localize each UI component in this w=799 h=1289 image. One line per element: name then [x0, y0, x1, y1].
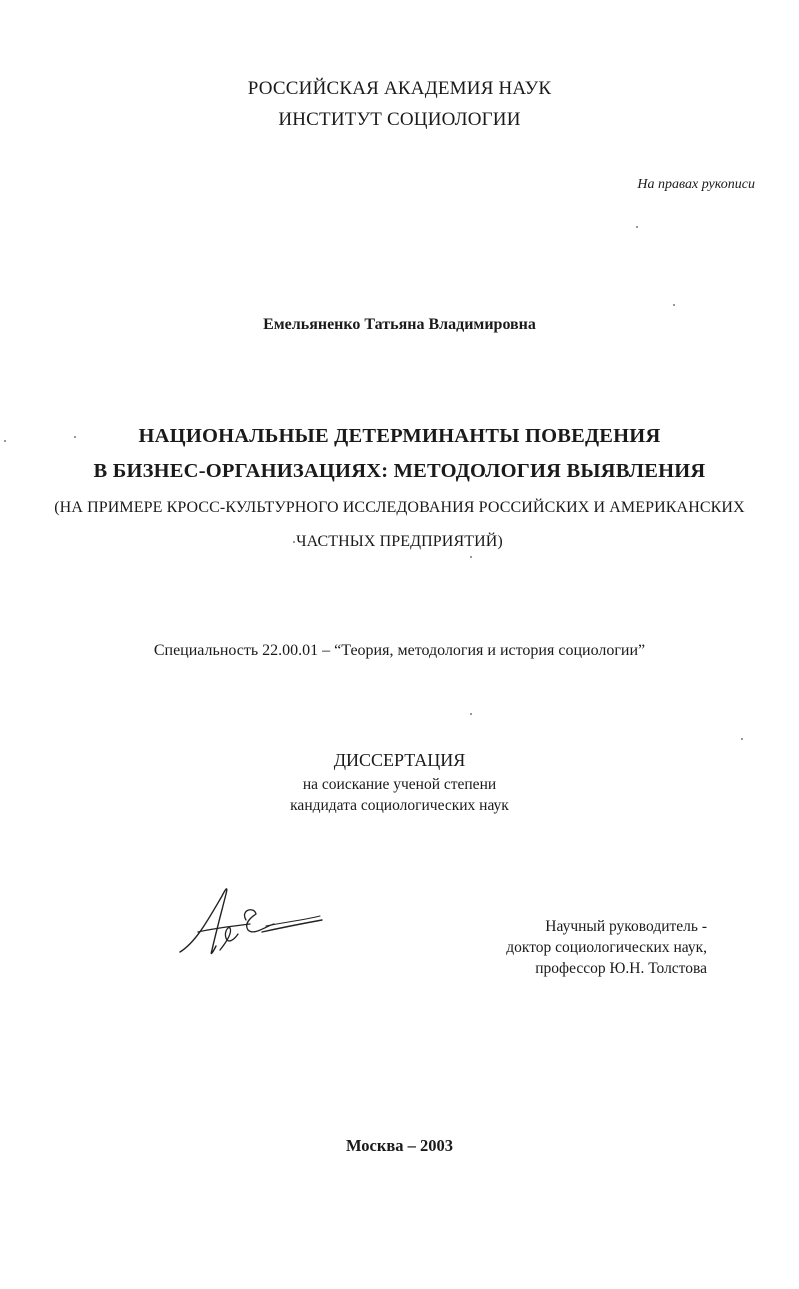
degree-line-2: кандидата социологических наук — [290, 797, 509, 814]
scan-speck — [673, 304, 675, 306]
title-line-2: В БИЗНЕС-ОРГАНИЗАЦИЯХ: МЕТОДОЛОГИЯ ВЫЯВЛЕНИЯ — [93, 460, 706, 482]
subtitle-line-1: (НА ПРИМЕРЕ КРОСС-КУЛЬТУРНОГО ИССЛЕДОВАНИЯ РОССИЙСКИХ И АМЕРИКАНСКИХ — [54, 499, 745, 516]
degree-line-1: на соискание ученой степени — [302, 776, 497, 793]
scan-speck — [636, 226, 638, 228]
scan-speck — [741, 738, 743, 740]
author-name: Емельяненко Татьяна Владимировна — [263, 316, 536, 333]
scan-speck — [470, 556, 472, 558]
advisor-line-2: доктор социологических наук, — [506, 939, 707, 956]
scan-speck — [74, 436, 76, 438]
subtitle-line-2: ЧАСТНЫХ ПРЕДПРИЯТИЙ) — [296, 533, 503, 550]
specialty-line: Специальность 22.00.01 – “Теория, методология и история социологии” — [153, 642, 646, 659]
manuscript-note: На правах рукописи — [637, 177, 755, 192]
organization-name: РОССИЙСКАЯ АКАДЕМИЯ НАУК — [247, 78, 552, 99]
dissertation-heading: ДИССЕРТАЦИЯ — [333, 750, 466, 770]
title-line-1: НАЦИОНАЛЬНЫЕ ДЕТЕРМИНАНТЫ ПОВЕДЕНИЯ — [138, 425, 661, 447]
scan-speck — [470, 713, 472, 715]
scan-speck — [293, 541, 295, 543]
signature-image — [176, 880, 326, 964]
city-year: Москва – 2003 — [345, 1136, 454, 1155]
advisor-line-3: профессор Ю.Н. Толстова — [535, 960, 707, 977]
institute-name: ИНСТИТУТ СОЦИОЛОГИИ — [278, 109, 521, 130]
advisor-line-1: Научный руководитель - — [545, 918, 707, 935]
scan-speck — [4, 440, 6, 442]
